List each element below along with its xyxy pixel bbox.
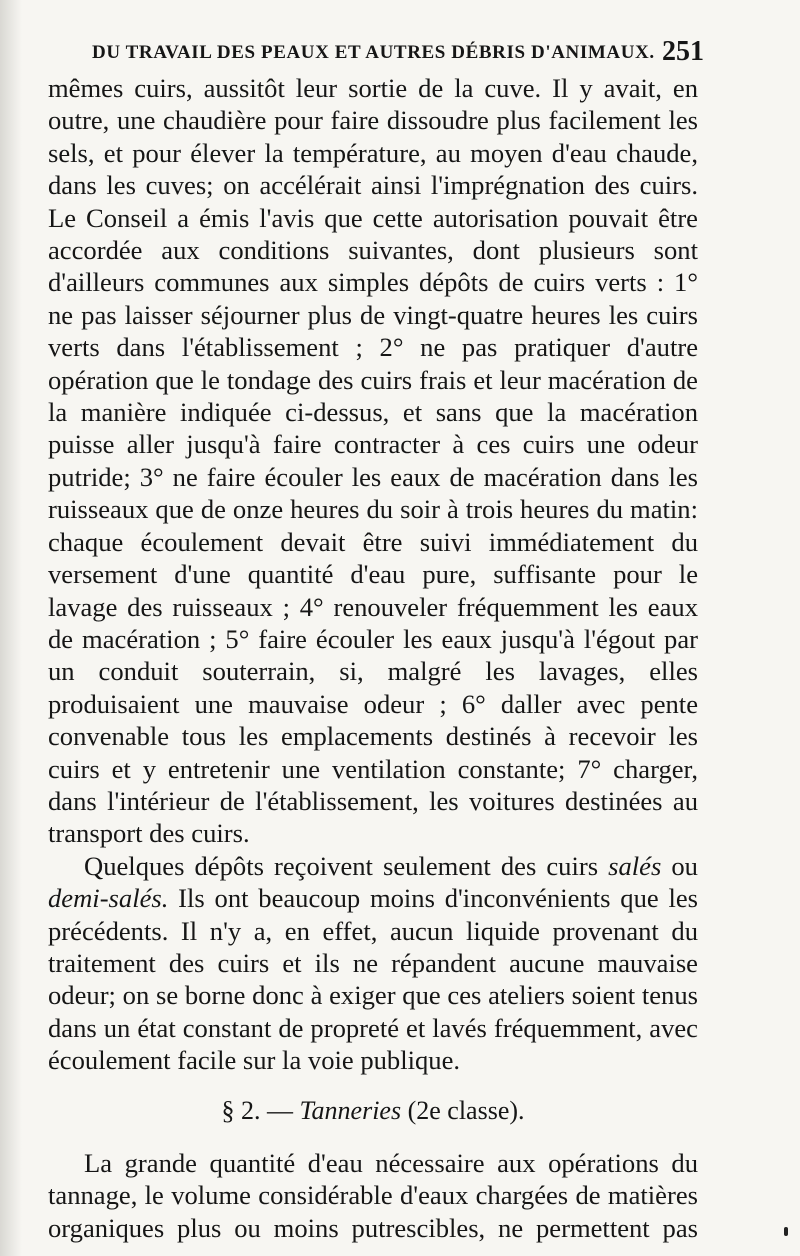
italic-term: salés bbox=[608, 850, 662, 881]
paragraph-tanneries bbox=[48, 1147, 698, 1244]
section-prefix: § 2. — bbox=[221, 1095, 300, 1125]
body-text bbox=[48, 72, 698, 1244]
italic-term: demi-salés. bbox=[48, 883, 169, 914]
paragraph-text: ou bbox=[661, 850, 698, 881]
page-number: 251 bbox=[662, 36, 704, 67]
paragraph-text: Quelques dépôts reçoivent seulement des cuirs bbox=[84, 850, 609, 881]
running-head: DU TRAVAIL DES PEAUX ET AUTRES DÉBRIS D'ANIMAUX. bbox=[92, 42, 655, 63]
paragraph-cuirs-sales bbox=[48, 850, 698, 1077]
paragraph-text: La grande quantité d'eau nécessaire aux opérations du tannage, le volume considérable d'eaux chargées de matières organiques plus ou moins putrescibles, ne permettent pas bbox=[48, 1148, 698, 1243]
paragraph-cuirs-conditions bbox=[48, 72, 698, 850]
page-header bbox=[92, 36, 704, 66]
section-heading bbox=[48, 1095, 698, 1127]
page-gutter-shadow bbox=[0, 0, 22, 1256]
paragraph-text: mêmes cuirs, aussitôt leur sortie de la cuve. Il y avait, en outre, une chaudière pour faire dissoudre plus facilement les sels, et pour élever la température, au moyen d'eau chaude, dans les cuves; on accélérait ainsi l'imprégnation des cuirs. Le Conseil a émis l'avis que cette autorisation pouvait être accordée aux conditions suivantes, dont plusieurs sont d'ailleurs communes aux simples dépôts de cuirs verts : 1° ne pas laisser séjourner plus de vingt-quatre heures les cuirs verts dans l'établissement ; 2° ne pas pratiquer d'autre opération que le tondage des cuirs frais et leur macération de la manière indiquée ci-dessus, et sans que la macération puisse aller jusqu'à faire contracter à ces cuirs une odeur putride; 3° ne faire écouler les eaux de macération dans les ruisseaux que de onze heures du soir à trois heures du matin: chaque écoulement devait être suivi immédiatement du versement d'une quantité d'eau pure, suffisante pour le lavage des ruisseaux ; 4° renouveler fréquemment les eaux de macération ; 5° faire écouler les eaux jusqu'à l'égout par un conduit souterrain, si, malgré les lavages, elles produisaient une mauvaise odeur ; 6° daller avec pente convenable tous les emplacements destinés à recevoir les cuirs et y entretenir une ventilation constante; 7° charger, dans l'intérieur de l'établissement, les voitures destinées au transport des cuirs. bbox=[48, 73, 698, 849]
ink-speck bbox=[784, 1227, 788, 1236]
section-suffix: (2e classe). bbox=[401, 1095, 525, 1125]
section-title: Tanneries bbox=[299, 1095, 402, 1125]
paragraph-text: Ils ont beaucoup moins d'inconvénients que les précédents. Il n'y a, en effet, aucun liquide provenant du traitement des cuirs et ils ne répandent aucune mauvaise odeur; on se borne donc à exiger que ces ateliers soient tenus dans un état constant de propreté et lavés fréquemment, avec écoulement facile sur la voie publique. bbox=[48, 883, 698, 1076]
